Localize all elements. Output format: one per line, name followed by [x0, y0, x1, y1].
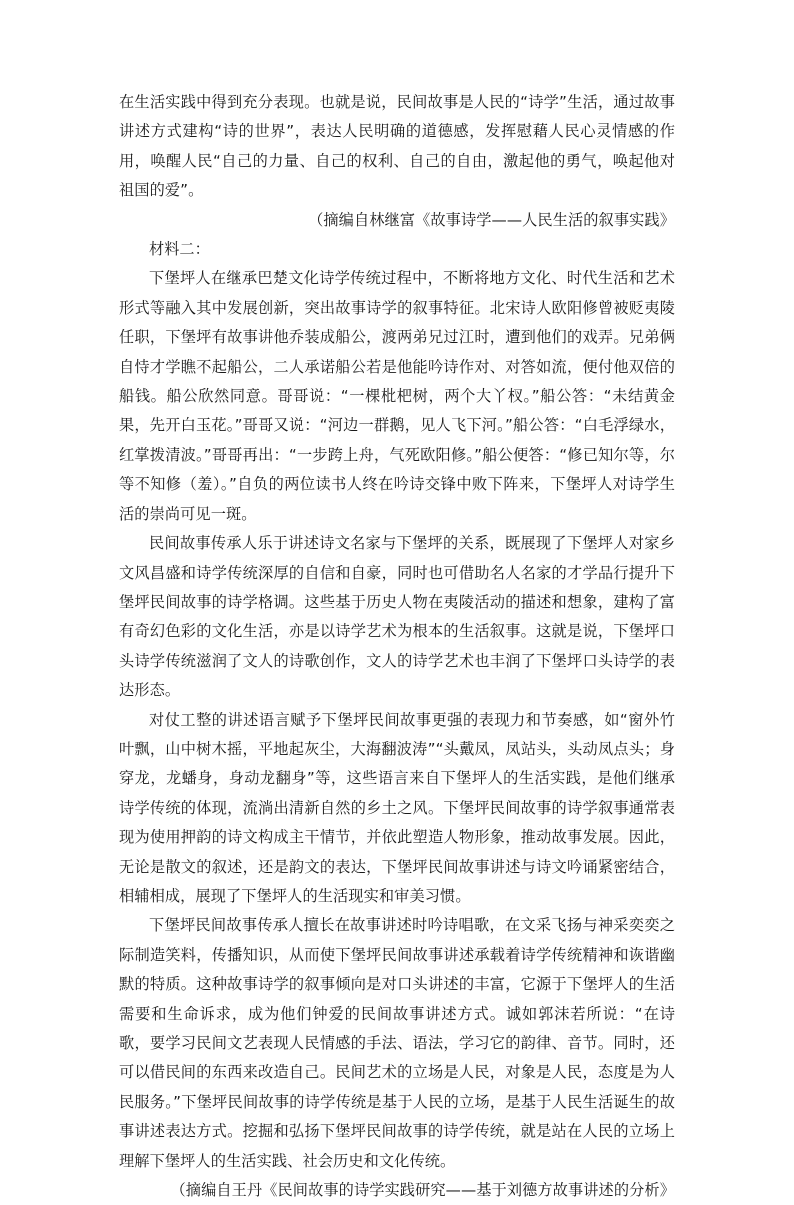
source-citation-2: （摘编自王丹《民间故事的诗学实践研究——基于刘德方故事讲述的分析》	[170, 1181, 675, 1200]
material-2-heading: 材料二：	[149, 240, 210, 259]
paragraph-4: 下堡坪民间故事传承人擅长在故事讲述时吟诗唱歌，在文采飞扬与神采奕奕之际制造笑料，传播知识，从而使下堡坪民间故事讲述承载着诗学传统精神和诙谐幽默的特质。这种故事诗学的叙事倾向是对口头讲述的丰富，它源于下堡坪人的生活需要和生命诉求，成为他们钟爱的民间故事讲述方式。诚如郭沫若所说：“在诗歌，要学习民间文艺表现人民情感的手法、语法，学习它的韵律、音节。同时，还可以借民间的东西来改造自己。民间艺术的立场是人民，对象是人民，态度是为人民服务。”下堡坪民间故事的诗学传统是基于人民的立场，是基于人民生活诞生的故事讲述表达方式。挖掘和弘扬下堡坪民间故事的诗学传统，就是站在人民的立场上理解下堡坪人的生活实践、社会历史和文化传统。	[119, 916, 675, 1170]
source-citation-1: （摘编自林继富《故事诗学——人民生活的叙事实践》	[308, 210, 675, 229]
paragraph-3: 对仗工整的讲述语言赋予下堡坪民间故事更强的表现力和节奏感，如“窗外竹叶飘，山中树木摇，平地起灰尘，大海翻波涛”“头戴凤，凤站头，头动凤点头；身穿龙，龙蟠身，身动龙翻身”等，这些语言来自下堡坪人的生活实践，是他们继承诗学传统的体现，流淌出清新自然的乡土之风。下堡坪民间故事的诗学叙事通常表现为使用押韵的诗文构成主干情节，并依此塑造人物形象，推动故事发展。因此，无论是散文的叙述，还是韵文的表达，下堡坪民间故事讲述与诗文吟诵紧密结合，相辅相成，展现了下堡坪人的生活现实和审美习惯。	[119, 710, 675, 905]
document-page	[119, 88, 675, 1205]
paragraph-2: 民间故事传承人乐于讲述诗文名家与下堡坪的关系，既展现了下堡坪人对家乡文风昌盛和诗学传统深厚的自信和自豪，同时也可借助名人名家的才学品行提升下堡坪民间故事的诗学格调。这些基于历史人物在夷陵活动的描述和想象，建构了富有奇幻色彩的文化生活，亦是以诗学艺术为根本的生活叙事。这就是说，下堡坪口头诗学传统滋润了文人的诗歌创作，文人的诗学艺术也丰润了下堡坪口头诗学的表达形态。	[119, 534, 675, 700]
paragraph-1: 下堡坪人在继承巴楚文化诗学传统过程中，不断将地方文化、时代生活和艺术形式等融入其中发展创新，突出故事诗学的叙事特征。北宋诗人欧阳修曾被贬夷陵任职，下堡坪有故事讲他乔装成船公，渡两弟兄过江时，遭到他们的戏弄。兄弟俩自恃才学瞧不起船公，二人承诺船公若是他能吟诗作对、对答如流，便付他双倍的船钱。船公欣然同意。哥哥说：“一棵枇杷树，两个大丫杈。”船公答：“未结黄金果，先开白玉花。”哥哥又说：“河边一群鹅，见人飞下河。”船公答：“白毛浮绿水，红掌拨清波。”哥哥再出：“一步跨上舟，气死欧阳修。”船公便答：“修已知尔等，尔等不知修（羞）。”自负的两位读书人终在吟诗交锋中败下阵来，下堡坪人对诗学生活的崇尚可见一斑。	[119, 269, 675, 523]
intro-paragraph: 在生活实践中得到充分表现。也就是说，民间故事是人民的“诗学”生活，通过故事讲述方式建构“诗的世界”，表达人民明确的道德感，发挥慰藉人民心灵情感的作用，唤醒人民“自己的力量、自己的权利、自己的自由，激起他的勇气，唤起他对祖国的爱”。	[119, 93, 675, 200]
